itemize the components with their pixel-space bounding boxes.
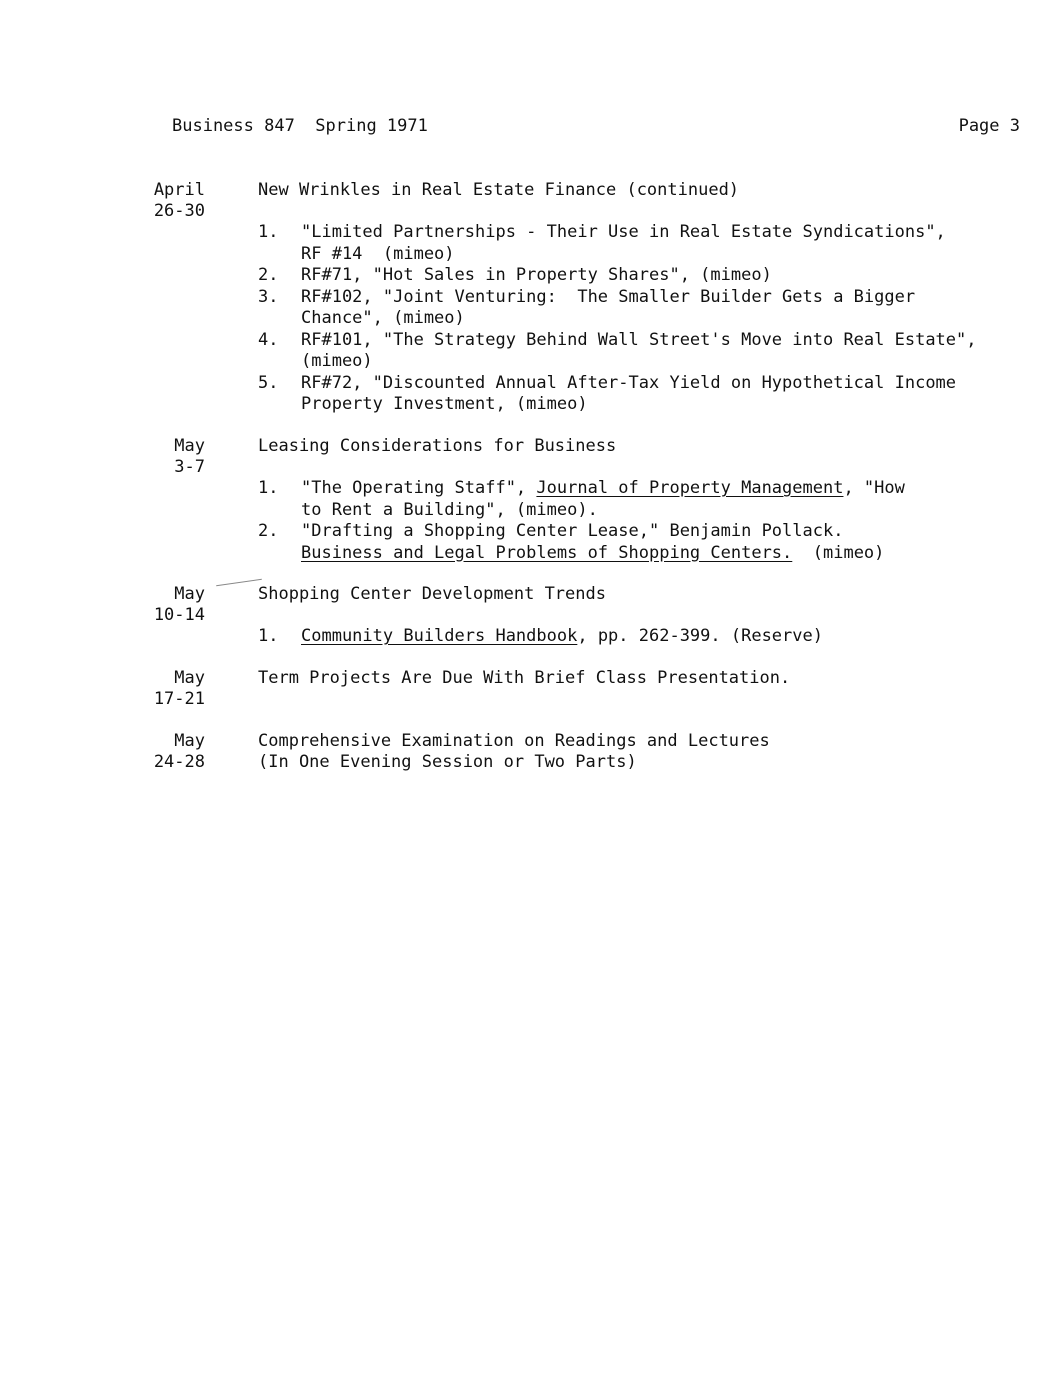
list-item	[258, 330, 1028, 373]
list-item	[258, 521, 1028, 564]
date-month: May	[174, 436, 205, 456]
item-number: 4.	[258, 329, 279, 350]
underlined-title: Journal of Property Management	[536, 478, 844, 498]
list-item	[258, 265, 1028, 287]
list-item	[258, 373, 1028, 416]
list-item	[258, 222, 1028, 265]
page-number: Page 3	[958, 116, 1020, 136]
section-heading: Shopping Center Development Trends	[258, 584, 606, 604]
date-month: April	[153, 180, 205, 200]
item-text	[301, 478, 1028, 521]
underlined-title: Community Builders Handbook	[301, 626, 578, 646]
section-heading: New Wrinkles in Real Estate Finance (continued)	[258, 180, 740, 200]
reading-list	[258, 478, 1028, 564]
date-days: 17-21	[153, 689, 205, 709]
reading-list	[258, 626, 1028, 648]
underlined-title: Business and Legal Problems of Shopping Centers.	[301, 542, 793, 563]
section-date	[145, 731, 205, 773]
list-item	[258, 626, 1028, 648]
item-text: "Limited Partnerships - Their Use in Real Estate Syndications", RF #14 (mimeo)	[301, 222, 946, 264]
date-month: May	[174, 731, 205, 751]
section-date	[145, 668, 205, 710]
reading-list	[258, 222, 1028, 416]
item-number: 2.	[258, 265, 279, 285]
section-heading: Comprehensive Examination on Readings and Lectures (In One Evening Session or Two Parts)	[258, 731, 770, 772]
item-text: RF#72, "Discounted Annual After-Tax Yield on Hypothetical Income Property Investment, (mimeo)	[301, 372, 957, 414]
date-days: 10-14	[153, 605, 205, 625]
section-date	[145, 584, 205, 626]
item-text-post: (mimeo)	[792, 542, 885, 563]
date-month: May	[174, 668, 205, 688]
item-number: 1.	[258, 222, 279, 242]
course-header: Business 847 Spring 1971	[172, 116, 428, 136]
section-heading: Term Projects Are Due With Brief Class Presentation.	[258, 668, 791, 688]
section-date	[145, 436, 205, 478]
item-number: 3.	[258, 286, 279, 307]
item-text-post: , "How to Rent a Building", (mimeo).	[301, 478, 905, 520]
date-days: 24-28	[153, 752, 205, 772]
item-number: 2.	[258, 521, 279, 541]
item-number: 5.	[258, 372, 279, 393]
date-days: 3-7	[174, 457, 205, 477]
item-text-post: , pp. 262-399. (Reserve)	[577, 626, 823, 646]
list-item	[258, 287, 1028, 330]
date-month: May	[174, 584, 205, 604]
item-text: RF#102, "Joint Venturing: The Smaller Builder Gets a Bigger Chance", (mimeo)	[301, 286, 916, 328]
section-date	[145, 180, 205, 222]
section-heading: Leasing Considerations for Business	[258, 436, 617, 456]
item-text	[301, 521, 1028, 564]
item-text: RF#101, "The Strategy Behind Wall Street's Move into Real Estate", (mimeo)	[301, 329, 977, 371]
item-number: 1.	[258, 478, 279, 498]
item-text: RF#71, "Hot Sales in Property Shares", (mimeo)	[301, 265, 772, 285]
date-days: 26-30	[153, 201, 205, 221]
list-item	[258, 478, 1028, 521]
pen-mark	[216, 579, 262, 586]
item-text	[301, 626, 1028, 648]
item-text-pre: "Drafting a Shopping Center Lease," Benjamin Pollack.	[301, 521, 844, 541]
item-text-pre: "The Operating Staff",	[301, 478, 537, 498]
item-number: 1.	[258, 626, 279, 646]
